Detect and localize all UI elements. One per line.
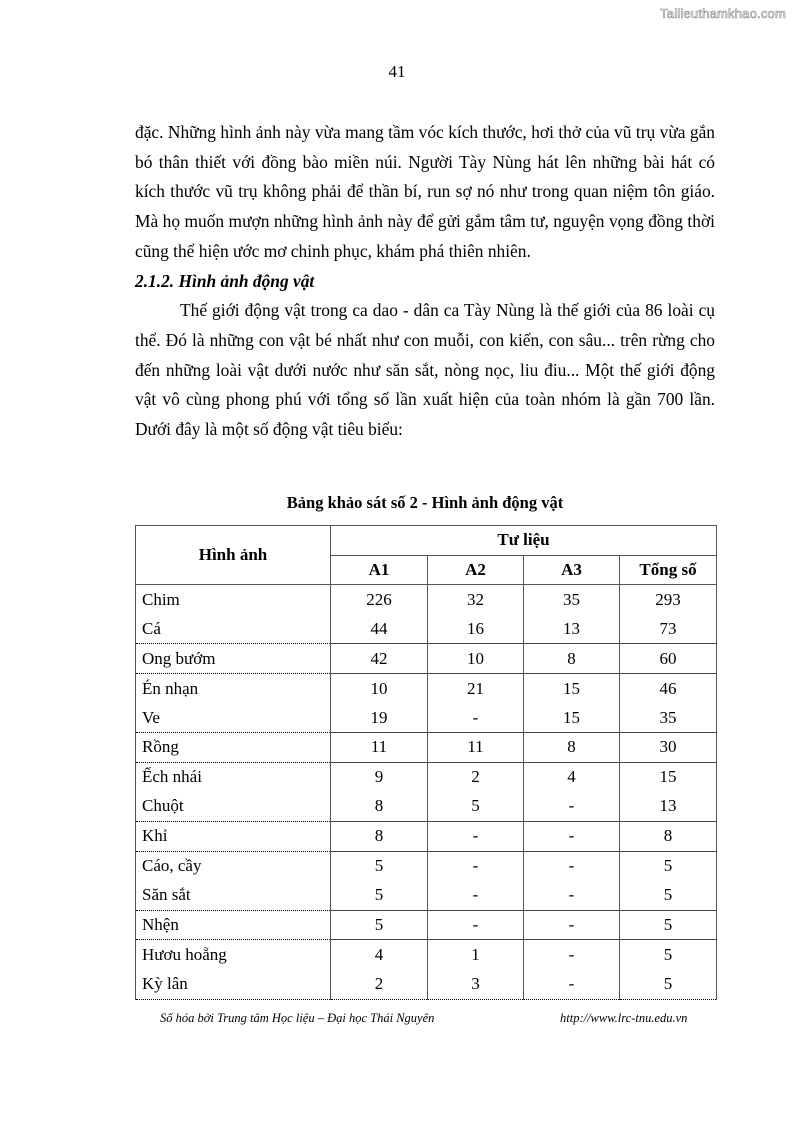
- count-cell: 32: [428, 585, 524, 615]
- animal-name-cell: Cá: [136, 614, 331, 644]
- count-cell: 35: [620, 703, 717, 733]
- table-row: [136, 881, 717, 911]
- animal-name-cell: Hươu hoẵng: [136, 940, 331, 970]
- animal-name-cell: Ếch nhái: [136, 762, 331, 792]
- table-row: [136, 940, 717, 970]
- count-cell: 60: [620, 644, 717, 674]
- count-cell: 19: [331, 703, 428, 733]
- count-cell: 5: [331, 910, 428, 940]
- table-row: [136, 851, 717, 881]
- table-row: [136, 585, 717, 615]
- count-cell: 4: [331, 940, 428, 970]
- header-total: Tổng số: [620, 555, 717, 585]
- count-cell: 8: [331, 792, 428, 822]
- count-cell: 13: [524, 614, 620, 644]
- count-cell: 15: [524, 703, 620, 733]
- header-a3: A3: [524, 555, 620, 585]
- body-text: [135, 118, 715, 445]
- count-cell: 5: [331, 851, 428, 881]
- count-cell: 10: [331, 673, 428, 703]
- section-heading: 2.1.2. Hình ảnh động vật: [135, 270, 315, 291]
- count-cell: 16: [428, 614, 524, 644]
- count-cell: 5: [620, 881, 717, 911]
- count-cell: 8: [524, 733, 620, 763]
- table-row: [136, 703, 717, 733]
- count-cell: 3: [428, 969, 524, 999]
- count-cell: 5: [620, 851, 717, 881]
- count-cell: 9: [331, 762, 428, 792]
- count-cell: 2: [428, 762, 524, 792]
- count-cell: -: [428, 703, 524, 733]
- animal-name-cell: Rồng: [136, 733, 331, 763]
- animal-name-cell: Cáo, cầy: [136, 851, 331, 881]
- table-caption: Bảng khảo sát số 2 - Hình ảnh động vật: [286, 493, 564, 512]
- count-cell: -: [428, 851, 524, 881]
- animal-name-cell: Nhện: [136, 910, 331, 940]
- header-a2: A2: [428, 555, 524, 585]
- count-cell: 5: [620, 969, 717, 999]
- table-row: [136, 762, 717, 792]
- count-cell: 8: [331, 821, 428, 851]
- header-a1: A1: [331, 555, 428, 585]
- count-cell: 8: [620, 821, 717, 851]
- count-cell: 10: [428, 644, 524, 674]
- count-cell: 13: [620, 792, 717, 822]
- paragraph: Thế giới động vật trong ca dao - dân ca Tày Nùng là thế giới của 86 loài cụ thể. Đó là những con vật bé nhất như con muỗi, con kiến, con sâu... trên rừng cho đến những loài vật dưới nước như săn sắt, nòng nọc, liu điu... Một thế giới động vật vô cùng phong phú với tổng số lần xuất hiện của toàn nhóm là gần 700 lần. Dưới đây là một số động vật tiêu biểu:: [135, 300, 715, 440]
- animal-name-cell: Kỳ lân: [136, 969, 331, 999]
- count-cell: 11: [428, 733, 524, 763]
- count-cell: 15: [620, 762, 717, 792]
- count-cell: -: [524, 940, 620, 970]
- count-cell: 5: [620, 940, 717, 970]
- count-cell: 73: [620, 614, 717, 644]
- table-row: [136, 673, 717, 703]
- count-cell: -: [524, 910, 620, 940]
- count-cell: -: [428, 881, 524, 911]
- count-cell: 8: [524, 644, 620, 674]
- count-cell: 5: [428, 792, 524, 822]
- count-cell: -: [428, 910, 524, 940]
- watermark: Tailieuthamkhao.com: [660, 6, 786, 21]
- count-cell: 4: [524, 762, 620, 792]
- table-row: [136, 969, 717, 999]
- animal-name-cell: Ong bướm: [136, 644, 331, 674]
- count-cell: 1: [428, 940, 524, 970]
- footer-right: http://www.lrc-tnu.edu.vn: [560, 1011, 688, 1025]
- count-cell: 30: [620, 733, 717, 763]
- count-cell: -: [524, 792, 620, 822]
- count-cell: 11: [331, 733, 428, 763]
- animal-name-cell: Khỉ: [136, 821, 331, 851]
- animal-name-cell: Săn sắt: [136, 881, 331, 911]
- animal-survey-table: [135, 525, 717, 1000]
- count-cell: 46: [620, 673, 717, 703]
- animal-name-cell: Ve: [136, 703, 331, 733]
- count-cell: 5: [620, 910, 717, 940]
- count-cell: 2: [331, 969, 428, 999]
- count-cell: -: [524, 821, 620, 851]
- count-cell: -: [524, 851, 620, 881]
- table-row: [136, 614, 717, 644]
- count-cell: 15: [524, 673, 620, 703]
- table-row: [136, 644, 717, 674]
- count-cell: 42: [331, 644, 428, 674]
- paragraph: đặc. Những hình ảnh này vừa mang tầm vóc kích thước, hơi thở của vũ trụ vừa gắn bó thân thiết với đồng bào miền núi. Người Tày Nùng hát lên những bài hát có kích thước vũ trụ không phải để thần bí, run sợ nó như trong quan niệm tôn giáo. Mà họ muốn mượn những hình ảnh này để gửi gắm tâm tư, nguyện vọng đồng thời cũng thể hiện ước mơ chinh phục, khám phá thiên nhiên.: [135, 122, 715, 261]
- table-row: [136, 792, 717, 822]
- animal-name-cell: Én nhạn: [136, 673, 331, 703]
- count-cell: -: [524, 881, 620, 911]
- header-image: Hình ảnh: [136, 526, 331, 585]
- count-cell: 5: [331, 881, 428, 911]
- header-group: Tư liệu: [331, 526, 717, 556]
- count-cell: -: [428, 821, 524, 851]
- table-row: [136, 733, 717, 763]
- count-cell: -: [524, 969, 620, 999]
- count-cell: 293: [620, 585, 717, 615]
- count-cell: 21: [428, 673, 524, 703]
- animal-name-cell: Chuột: [136, 792, 331, 822]
- count-cell: 44: [331, 614, 428, 644]
- count-cell: 35: [524, 585, 620, 615]
- page-number: 41: [388, 62, 406, 81]
- animal-name-cell: Chim: [136, 585, 331, 615]
- table-row: [136, 821, 717, 851]
- count-cell: 226: [331, 585, 428, 615]
- footer-left: Số hóa bởi Trung tâm Học liệu – Đại học Thái Nguyên: [160, 1011, 435, 1025]
- table-row: [136, 910, 717, 940]
